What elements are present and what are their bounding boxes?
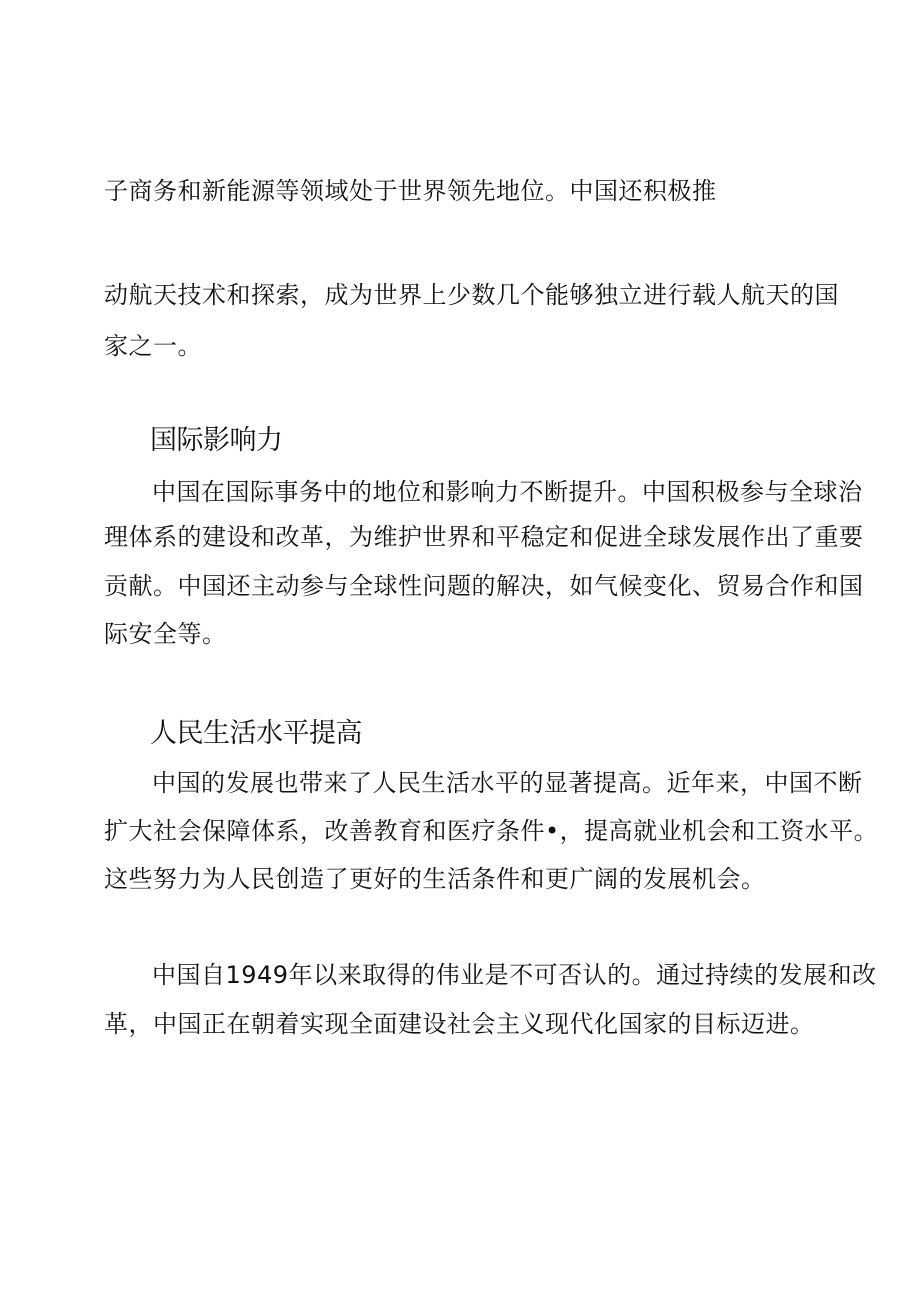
paragraph-line: 际安全等。 [104,620,227,648]
conclusion-line-1: 中国自1949年以来取得的伟业是不可否认的。通过持续的发展和改 [152,961,877,989]
paragraph-line: 理体系的建设和改革，为维护世界和平稳定和促进全球发展作出了重要 [104,523,864,551]
paragraph-line: 中国的发展也带来了人民生活水平的显著提高。近年来，中国不断 [152,769,863,797]
intro-line-1: 子商务和新能源等领域处于世界领先地位。中国还积极推 [104,177,717,205]
conclusion-line-2: 革，中国正在朝着实现全面建设社会主义现代化国家的目标迈进。 [104,1010,815,1038]
section-heading-living-standards: 人民生活水平提高 [150,718,362,749]
paragraph-line: 中国在国际事务中的地位和影响力不断提升。中国积极参与全球治 [152,478,863,506]
paragraph-line: 贡献。中国还主动参与全球性问题的解决，如气候变化、贸易合作和国 [104,572,864,600]
paragraph-line: 这些努力为人民创造了更好的生活条件和更广阔的发展机会。 [104,865,766,893]
intro-line-3: 家之一。 [104,332,202,360]
section-heading-international-influence: 国际影响力 [150,425,283,456]
paragraph-line: 扩大社会保障体系，改善教育和医疗条件•，提高就业机会和工资水平。 [104,817,879,845]
intro-line-2: 动航天技术和探索，成为世界上少数几个能够独立进行载人航天的国 [104,281,839,309]
